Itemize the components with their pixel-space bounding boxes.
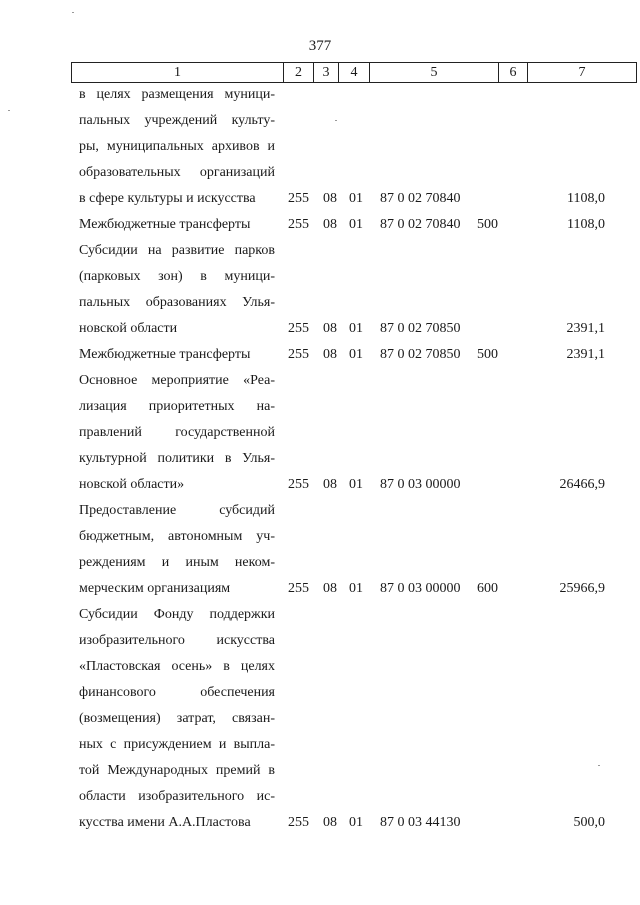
cell-gr: 255 — [288, 217, 309, 232]
cell-amount: 2391,1 — [566, 321, 605, 336]
description-line: новской области — [79, 321, 178, 336]
cell-rz: 08 — [323, 815, 337, 830]
description-line: финансового обеспечения — [79, 685, 275, 700]
description-line: реждениям и иным неком- — [79, 555, 275, 570]
cell-pr: 01 — [349, 477, 363, 492]
row-description — [79, 342, 275, 368]
cell-gr: 255 — [288, 191, 309, 206]
row-description — [79, 498, 275, 602]
cell-cs: 87 0 03 00000 — [380, 581, 461, 596]
cell-amount: 500,0 — [573, 815, 605, 830]
cell-amount: 2391,1 — [566, 347, 605, 362]
cell-vr: 600 — [477, 581, 498, 596]
cell-pr: 01 — [349, 581, 363, 596]
description-line: ных с присуждением и выпла- — [79, 737, 275, 752]
description-line: той Международных премий в — [79, 763, 275, 778]
cell-vr: 500 — [477, 347, 498, 362]
description-line: Предоставление субсидий — [79, 503, 275, 518]
description-line: правлений государственной — [79, 425, 275, 440]
column-header-table — [71, 62, 637, 83]
cell-cs: 87 0 02 70850 — [380, 321, 461, 336]
cell-cs: 87 0 02 70840 — [380, 217, 461, 232]
cell-rz: 08 — [323, 217, 337, 232]
description-line: бюджетным, автономным уч- — [79, 529, 275, 544]
description-line: культурной политики в Улья- — [79, 451, 275, 466]
cell-gr: 255 — [288, 581, 309, 596]
description-line: изобразительного искусства — [79, 633, 275, 648]
cell-rz: 08 — [323, 321, 337, 336]
description-line: Межбюджетные трансферты — [79, 217, 251, 232]
cell-pr: 01 — [349, 321, 363, 336]
cell-rz: 08 — [323, 581, 337, 596]
scan-speck — [335, 120, 337, 121]
page-number: 377 — [308, 38, 332, 54]
cell-amount: 26466,9 — [559, 477, 605, 492]
cell-cs: 87 0 03 00000 — [380, 477, 461, 492]
cell-rz: 08 — [323, 347, 337, 362]
row-description — [79, 368, 275, 498]
cell-pr: 01 — [349, 217, 363, 232]
cell-cs: 87 0 02 70850 — [380, 347, 461, 362]
scan-speck — [8, 110, 10, 111]
row-description — [79, 238, 275, 342]
column-header-4: 4 — [339, 63, 370, 83]
description-line: «Пластовская осень» в целях — [79, 659, 275, 674]
cell-rz: 08 — [323, 191, 337, 206]
description-line: мерческим организациям — [79, 581, 231, 596]
cell-gr: 255 — [288, 477, 309, 492]
row-description — [79, 212, 275, 238]
description-line: области изобразительного ис- — [79, 789, 275, 804]
cell-pr: 01 — [349, 191, 363, 206]
cell-gr: 255 — [288, 815, 309, 830]
description-line: Субсидии на развитие парков — [79, 243, 275, 258]
description-line: Субсидии Фонду поддержки — [79, 607, 275, 622]
cell-gr: 255 — [288, 321, 309, 336]
description-line: в сфере культуры и искусства — [79, 191, 256, 206]
column-header-3: 3 — [314, 63, 339, 83]
cell-pr: 01 — [349, 815, 363, 830]
column-header-row — [72, 63, 637, 83]
description-line: кусства имени А.А.Пластова — [79, 815, 251, 830]
description-line: в целях размещения муници- — [79, 87, 275, 102]
description-line: лизация приоритетных на- — [79, 399, 275, 414]
description-line: (парковых зон) в муници- — [79, 269, 275, 284]
column-header-6: 6 — [499, 63, 528, 83]
description-line: новской области» — [79, 477, 185, 492]
cell-amount: 1108,0 — [567, 191, 605, 206]
cell-amount: 1108,0 — [567, 217, 605, 232]
scan-speck — [72, 12, 74, 13]
cell-cs: 87 0 02 70840 — [380, 191, 461, 206]
column-header-1: 1 — [72, 63, 284, 83]
column-header-7: 7 — [528, 63, 637, 83]
description-line: пальных учреждений культу- — [79, 113, 275, 128]
column-header-5: 5 — [370, 63, 499, 83]
row-description — [79, 602, 275, 836]
scan-speck — [598, 765, 600, 766]
cell-gr: 255 — [288, 347, 309, 362]
cell-vr: 500 — [477, 217, 498, 232]
cell-cs: 87 0 03 44130 — [380, 815, 461, 830]
description-line: Межбюджетные трансферты — [79, 347, 251, 362]
description-line: пальных образованиях Улья- — [79, 295, 275, 310]
description-line: (возмещения) затрат, связан- — [79, 711, 275, 726]
cell-pr: 01 — [349, 347, 363, 362]
cell-amount: 25966,9 — [559, 581, 605, 596]
cell-rz: 08 — [323, 477, 337, 492]
description-line: образовательных организаций — [79, 165, 275, 180]
description-line: Основное мероприятие «Реа- — [79, 373, 275, 388]
row-description — [79, 82, 275, 212]
description-line: ры, муниципальных архивов и — [79, 139, 275, 154]
column-header-2: 2 — [284, 63, 314, 83]
